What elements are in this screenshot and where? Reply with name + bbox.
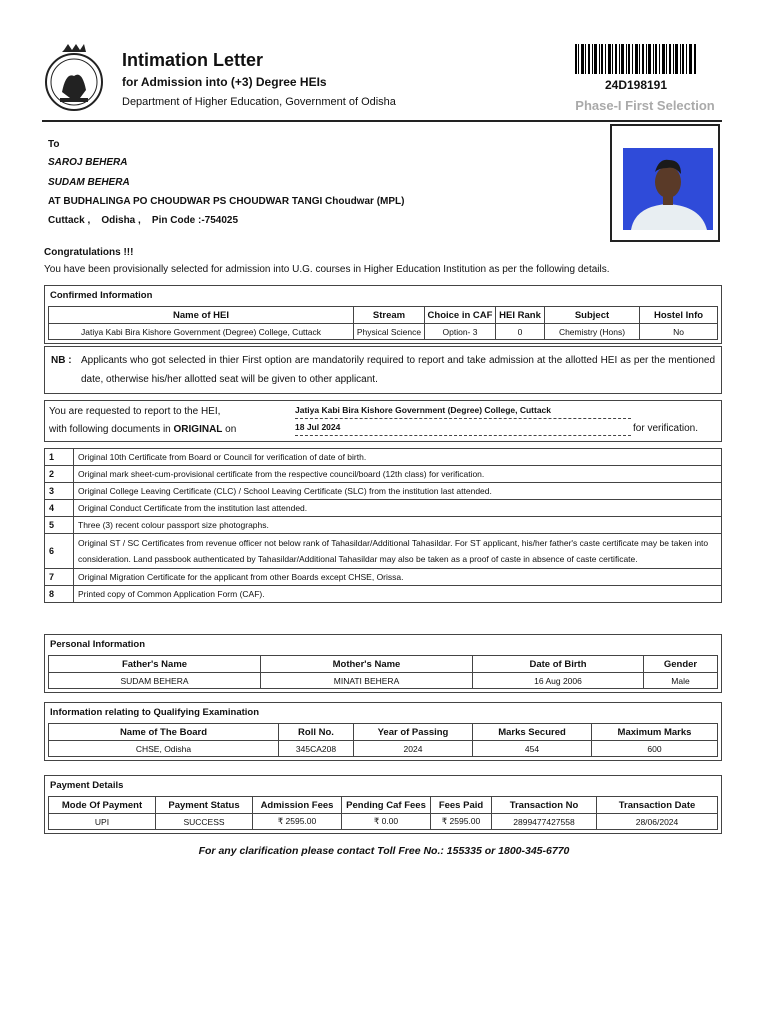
doc-number: 5	[45, 517, 74, 534]
table-cell: Chemistry (Hons)	[545, 324, 640, 340]
table-cell: Physical Science	[354, 324, 425, 340]
doc-text: Printed copy of Common Application Form (CAF).	[74, 586, 722, 603]
reporting-college: Jatiya Kabi Bira Kishore Government (Degree) College, Cuttack	[295, 405, 631, 419]
table-cell: MINATI BEHERA	[261, 673, 473, 689]
column-header: Choice in CAF	[425, 307, 496, 324]
doc-number: 2	[45, 466, 74, 483]
table-cell: CHSE, Odisha	[49, 741, 279, 757]
to-label: To	[48, 139, 60, 150]
section-title: Personal Information	[50, 639, 146, 650]
section-title: Confirmed Information	[50, 290, 153, 301]
table-cell: 2899477427558	[492, 814, 597, 830]
column-header: Date of Birth	[473, 656, 644, 673]
clarification-contact: For any clarification please contact Toll Free No.: 155335 or 1800-345-6770	[198, 845, 570, 857]
table-cell: SUCCESS	[156, 814, 253, 830]
doc-number: 4	[45, 500, 74, 517]
table-row	[49, 741, 718, 757]
table-cell: 345CA208	[279, 741, 354, 757]
table-cell: 600	[592, 741, 718, 757]
congratulations-text: Congratulations !!!	[44, 247, 134, 258]
candidate-photo	[610, 124, 720, 242]
column-header: HEI Rank	[496, 307, 545, 324]
column-header: Mode Of Payment	[49, 797, 156, 814]
selection-intro-text: You have been provisionally selected for admission into U.G. courses in Higher Education Institution as per the following details.	[44, 264, 610, 275]
doc-text: Original ST / SC Certificates from revenue officer not below rank of Tahasildar/Additional Tahasildar. For ST applicant, his/her father's caste certificate may be taken into consideration. Land passbook authenticated by Tahasildar/Additional Tahasildar may also be taken as a proof of caste in absence of caste certificate.	[74, 534, 722, 569]
doc-number: 1	[45, 449, 74, 466]
table-row	[45, 483, 722, 500]
qualifying-table	[48, 723, 718, 757]
table-row	[45, 517, 722, 534]
table-cell: 0	[496, 324, 545, 340]
application-number: 24D198191	[604, 78, 668, 92]
table-cell: Male	[644, 673, 718, 689]
reporting-date: 18 Jul 2024	[295, 422, 631, 436]
table-row	[49, 814, 718, 830]
table-cell: 454	[473, 741, 592, 757]
doc-number: 8	[45, 586, 74, 603]
table-row	[45, 534, 722, 569]
payment-table	[48, 796, 718, 830]
column-header: Name of HEI	[49, 307, 354, 324]
doc-number: 7	[45, 569, 74, 586]
payment-details-section	[44, 775, 722, 834]
column-header: Admission Fees	[253, 797, 342, 814]
table-row	[45, 500, 722, 517]
table-cell: UPI	[49, 814, 156, 830]
header-divider	[42, 120, 722, 122]
original-label: ORIGINAL	[173, 424, 223, 435]
documents-table	[44, 448, 722, 603]
doc-text: Original mark sheet-cum-provisional certificate from the respective council/board (12th class) for verification.	[74, 466, 722, 483]
barcode	[575, 44, 697, 74]
column-header: Mother's Name	[261, 656, 473, 673]
table-row	[49, 673, 718, 689]
selection-phase: Phase-I First Selection	[575, 98, 715, 113]
column-header: Marks Secured	[473, 724, 592, 741]
column-header: Transaction No	[492, 797, 597, 814]
doc-text: Original College Leaving Certificate (CLC) / School Leaving Certificate (SLC) from the institution last attended.	[74, 483, 722, 500]
candidate-name: SAROJ BEHERA	[48, 157, 128, 168]
column-header: Payment Status	[156, 797, 253, 814]
table-cell: Option- 3	[425, 324, 496, 340]
column-header: Subject	[545, 307, 640, 324]
table-row	[45, 466, 722, 483]
doc-number: 3	[45, 483, 74, 500]
table-cell: Jatiya Kabi Bira Kishore Government (Degree) College, Cuttack	[49, 324, 354, 340]
address-line-1: AT BUDHALINGA PO CHOUDWAR PS CHOUDWAR TANGI Choudwar (MPL)	[48, 196, 405, 207]
address-line-2: Cuttack , Odisha , Pin Code :-754025	[48, 215, 239, 226]
nb-notice	[44, 346, 722, 394]
nb-label: NB :	[51, 355, 72, 366]
qualifying-exam-section	[44, 702, 722, 761]
confirmed-information-section	[44, 285, 722, 344]
letter-subtitle: for Admission into (+3) Degree HEIs	[122, 75, 327, 89]
personal-information-section	[44, 634, 722, 693]
table-row	[45, 449, 722, 466]
table-row	[45, 586, 722, 603]
column-header: Name of The Board	[49, 724, 279, 741]
report-line-1: You are requested to report to the HEI,	[49, 406, 221, 417]
table-cell: 16 Aug 2006	[473, 673, 644, 689]
column-header: Fees Paid	[431, 797, 492, 814]
letter-title: Intimation Letter	[122, 50, 264, 70]
doc-text: Original Conduct Certificate from the institution last attended.	[74, 500, 722, 517]
table-row	[45, 569, 722, 586]
column-header: Roll No.	[279, 724, 354, 741]
table-cell: 28/06/2024	[597, 814, 718, 830]
doc-text: Original 10th Certificate from Board or Council for verification of date of birth.	[74, 449, 722, 466]
guardian-name: SUDAM BEHERA	[48, 177, 130, 188]
report-text: on	[222, 424, 237, 435]
table-cell: 2024	[354, 741, 473, 757]
section-title: Information relating to Qualifying Examination	[50, 707, 260, 718]
odisha-emblem	[42, 42, 106, 114]
section-title: Payment Details	[50, 780, 124, 791]
reporting-info	[44, 400, 722, 442]
table-cell: ₹ 2595.00	[253, 814, 342, 830]
doc-text: Three (3) recent colour passport size photographs.	[74, 517, 722, 534]
personal-table	[48, 655, 718, 689]
column-header: Pending Caf Fees	[342, 797, 431, 814]
nb-text: Applicants who got selected in thier First option are mandatorily required to report and take admission at the allotted HEI as per the mentioned date, otherwise his/her allotted seat will be given to other applicant.	[81, 355, 715, 385]
doc-text: Original Migration Certificate for the applicant from other Boards except CHSE, Orissa.	[74, 569, 722, 586]
column-header: Maximum Marks	[592, 724, 718, 741]
column-header: Hostel Info	[640, 307, 718, 324]
table-cell: ₹ 2595.00	[431, 814, 492, 830]
column-header: Gender	[644, 656, 718, 673]
table-cell: No	[640, 324, 718, 340]
report-text: with following documents in	[49, 424, 174, 435]
department-name: Department of Higher Education, Government of Odisha	[122, 96, 396, 108]
doc-number: 6	[45, 534, 74, 569]
column-header: Father's Name	[49, 656, 261, 673]
table-cell: SUDAM BEHERA	[49, 673, 261, 689]
confirmed-table	[48, 306, 718, 340]
table-row	[49, 324, 718, 340]
report-line-2	[49, 424, 236, 435]
column-header: Stream	[354, 307, 425, 324]
column-header: Year of Passing	[354, 724, 473, 741]
table-cell: ₹ 0.00	[342, 814, 431, 830]
column-header: Transaction Date	[597, 797, 718, 814]
verification-text: for verification.	[633, 423, 699, 434]
